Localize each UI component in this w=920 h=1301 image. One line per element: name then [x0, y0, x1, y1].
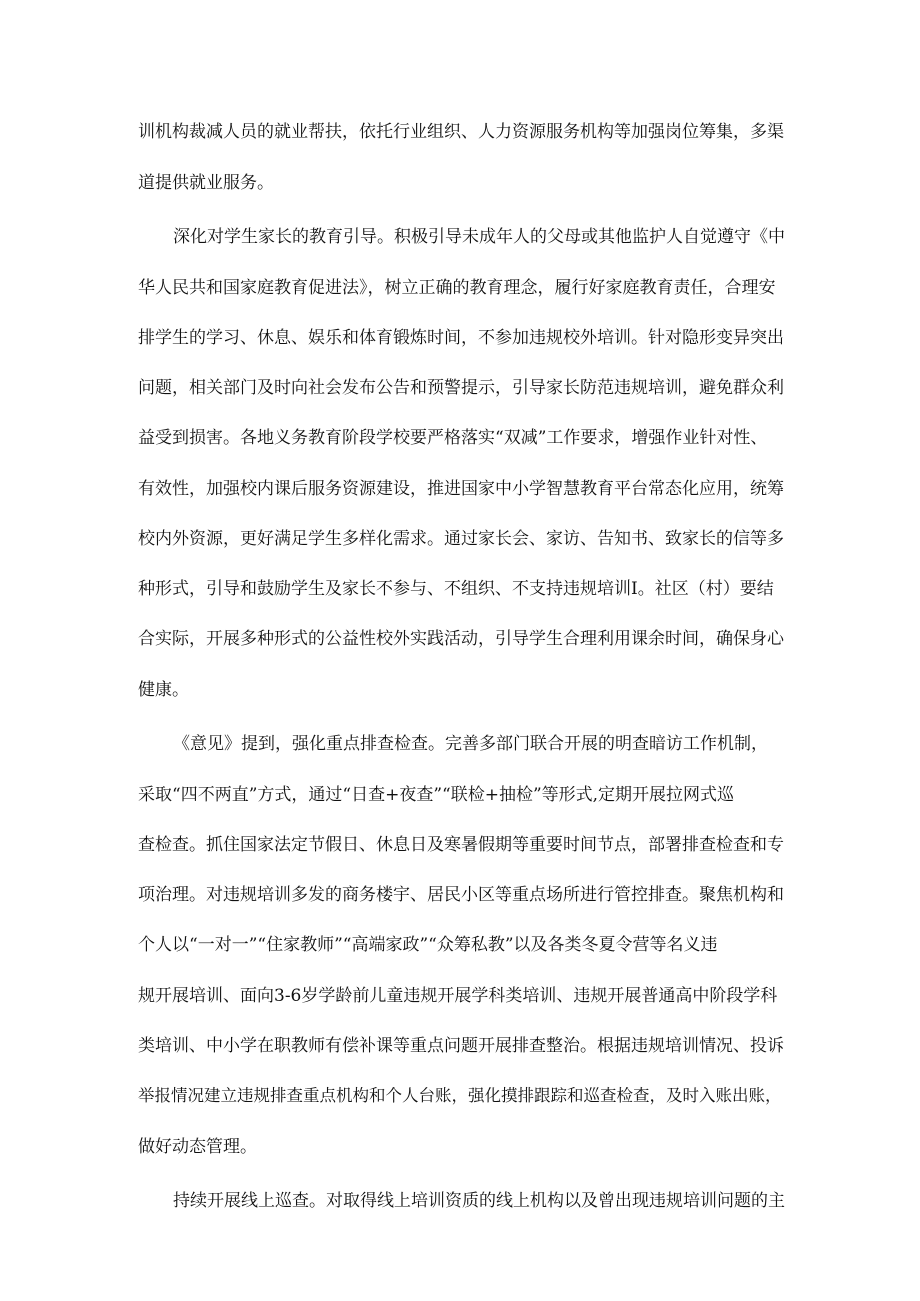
text-line: 种形式，引导和鼓励学生及家长不参与、不组织、不支持违规培训Ⅰ。社区（村）要结: [138, 579, 774, 599]
text-line: 排学生的学习、休息、娱乐和体育锻炼时间，不参加违规校外培训。针对隐形变异突出: [138, 328, 784, 348]
text-line: 有效性，加强校内课后服务资源建设，推进国家中小学智慧教育平台常态化应用，统筹: [138, 479, 784, 499]
text-line: 道提供就业服务。: [138, 173, 274, 193]
text-line: 举报情况建立违规排查重点机构和个人台账，强化摸排跟踪和巡查检查，及时入账出账，: [138, 1086, 782, 1105]
text-line: 查检查。抓住国家法定节假日、休息日及寒暑假期等重要时间节点，部署排查检查和专: [138, 835, 784, 855]
text-line: 规开展培训、面向3-6岁学龄前儿童违规开展学科类培训、违规开展普通高中阶段学科: [138, 986, 778, 1006]
text-line: 项治理。对违规培训多发的商务楼宇、居民小区等重点场所进行管控排查。聚焦机构和: [138, 885, 784, 905]
text-line: 校内外资源，更好满足学生多样化需求。通过家长会、家访、告知书、致家长的信等多: [138, 529, 784, 549]
text-line: 持续开展线上巡查。对取得线上培训资质的线上机构以及曾出现违规培训问题的主: [173, 1191, 785, 1211]
text-line: 华人民共和国家庭教育促进法》，树立正确的教育理念，履行好家庭教育责任，合理安: [138, 278, 776, 298]
text-line: 益受到损害。各地义务教育阶段学校要严格落实“双减”工作要求，增强作业针对性、: [138, 428, 768, 448]
text-line: 个人以“一对一”“住家教师”“高端家政”“众筹私教”以及各类冬夏令营等名义违: [138, 935, 718, 955]
text-line: 做好动态管理。: [138, 1137, 257, 1157]
text-line: 健康。: [138, 680, 189, 700]
text-line: 训机构裁减人员的就业帮扶，依托行业组织、人力资源服务机构等加强岗位筹集，多渠: [138, 122, 784, 142]
text-line: 类培训、中小学在职教师有偿补课等重点问题开展排查整治。根据违规培训情况、投诉: [138, 1036, 784, 1056]
text-line: 深化对学生家长的教育引导。积极引导未成年人的父母或其他监护人自觉遵守《中: [173, 227, 785, 247]
text-line: 《意见》提到，强化重点排查检查。完善多部门联合开展的明查暗访工作机制，: [173, 734, 768, 754]
text-line: 问题，相关部门及时向社会发布公告和预警提示，引导家长防范违规培训，避免群众利: [138, 378, 784, 398]
text-line: 合实际，开展多种形式的公益性校外实践活动，引导学生合理利用课余时间，确保身心: [138, 629, 784, 649]
text-line: 采取“四不两直”方式，通过“日查+夜查”“联检+抽检”等形式,定期开展拉网式巡: [138, 785, 735, 805]
